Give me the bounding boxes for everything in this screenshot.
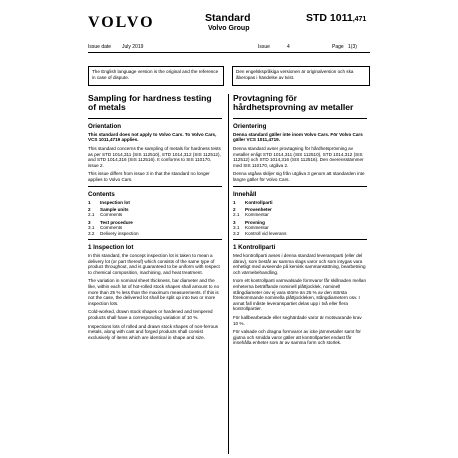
standard-title: Standard [205, 12, 251, 24]
standard-number-main: STD 1011 [306, 12, 353, 24]
toc-entry [88, 212, 222, 217]
toc-entry [233, 212, 367, 217]
english-orientation-heading: Orientation [88, 122, 122, 130]
standard-number-suffix: ,471 [352, 16, 367, 23]
column-divider [228, 94, 229, 454]
toc-entry-number: 3.2 [233, 230, 240, 236]
section-rule [88, 186, 222, 187]
section-rule [233, 186, 367, 187]
swedish-orientation-notice: Denna standard gäller inte inom Volvo Cars. För Volvo Cars gäller VCS 1011,4719. [233, 131, 363, 143]
toc-entry-number: 1 [233, 199, 236, 205]
swedish-section1-paragraph: Inom ett kontrollparti varmvalsade formvaror får skillnaden mellan enheterna beträffande nominell plåttjocklek, nominell stångdiameter osv ej vara större än 25 % av den största förekommande nominella plåttjockleken, stångdiametern osv. I annat fall måste leveranspartiet delas upp i två eller flera kontrollpartier. [233, 278, 367, 312]
section-rule [233, 118, 367, 119]
toc-entry [233, 200, 367, 205]
toc-entry-label: Inspection lot [100, 199, 130, 205]
swedish-contents-heading: Innehåll [233, 190, 257, 198]
swedish-orientation-paragraph: Denna utgåva skiljer sig från utgåva 3 genom att standarden inte längre gäller för Volvo Cars. [233, 171, 365, 182]
volvo-logo: VOLVO [88, 14, 155, 31]
issue-number: 4 [287, 44, 290, 50]
english-section1-paragraph: Cold-worked, drawn stock shapes or hardened and tempered products shall have a corresponding variation of 10 %. [88, 309, 213, 320]
toc-entry [88, 231, 222, 236]
english-toc [88, 200, 222, 236]
english-section1-paragraph: In this standard, the concept inspection lot is taken to mean a delivery lot (or part thereof) which consists of the same type of product throughout, and is guaranteed to be uniform with respect to chemical composition, machining, and heat treatment. [88, 253, 220, 275]
english-section1-heading: 1 Inspection lot [88, 244, 134, 251]
toc-entry-number: 2.1 [233, 212, 240, 218]
toc-entry-label: Kontrollparti [245, 199, 273, 205]
english-orientation-paragraph: This standard concerns the sampling of metals for hardness tests as per STD 1014,311 (SIS 112510), STD 1014,312 (SIS 112512), and STD 1014,316 (SIS 112516). It conforms to SIS 110170, issue 2. [88, 146, 221, 168]
section-rule [88, 118, 222, 119]
swedish-orientation-paragraph: Denna standard avser provtagning för hårdhetsprövning av metaller enligt STD 1014,311 (SIS 112510), STD 1014,312 (SIS 112512) och STD 1014,316 (SIS 112516). Den överensstämmer med SIS 110170, utgåva 2. [233, 146, 364, 168]
toc-entry [233, 231, 367, 236]
issue-date: July 2019 [122, 44, 144, 50]
swedish-column [233, 94, 367, 349]
toc-entry-number: 1 [88, 199, 91, 205]
page-label: Page [332, 44, 344, 50]
toc-entry-number: 2.1 [88, 212, 95, 218]
toc-entry-number: 3 [88, 219, 91, 225]
toc-entry-label: Kommentar [245, 225, 269, 231]
toc-entry-number: 3 [233, 219, 236, 225]
english-orientation-paragraph: This issue differs from issue 3 in that the standard no longer applies to Volvo Cars. [88, 171, 210, 182]
toc-entry-label: Delivery inspection [100, 230, 139, 236]
toc-entry-number: 3.1 [88, 225, 95, 231]
standard-number [306, 12, 366, 24]
swedish-title: Provtagning för hårdhetsprovning av metaller [233, 93, 354, 113]
swedish-toc [233, 200, 367, 236]
notice-box-en: The English language version is the original and the reference in case of dispute. [88, 66, 224, 86]
toc-entry-label: Test procedure [100, 219, 133, 225]
toc-entry-label: Comments [100, 225, 123, 231]
toc-entry [88, 200, 222, 205]
toc-entry-number: 2 [233, 206, 236, 212]
standard-subtitle: Volvo Group [208, 25, 250, 32]
toc-entry-label: Provenheter [245, 206, 272, 212]
page-number: 1(3) [348, 44, 357, 50]
english-column [88, 94, 222, 343]
english-contents-heading: Contents [88, 190, 115, 198]
swedish-section1-paragraph: För valsade och dragna formvaror av icke järnmetaller samt för gjutna och smidda varor gäller att kontrollpartiet endast får innehålla enheter som är av samma form och storlek. [233, 329, 361, 346]
section-rule [88, 239, 222, 240]
toc-entry-number: 3.1 [233, 225, 240, 231]
issue-label: Issue [258, 44, 270, 50]
toc-entry-label: Comments [100, 212, 123, 218]
header-rule [88, 52, 370, 53]
toc-entry-label: Provning [245, 219, 265, 225]
toc-entry-number: 3.2 [88, 230, 95, 236]
english-orientation-notice: This standard does not apply to Volvo Cars. To Volvo Cars, VCS 1011,4719 applies. [88, 131, 217, 143]
swedish-orientation-heading: Orientering [233, 122, 267, 130]
swedish-section1-paragraph: Med kontrollparti avses i denna standard leveransparti (eller del därav), som består av samma slags varor och som intygas vara enhetligt med avseende på kemisk sammansättning, bearbetning och värmebehandling. [233, 253, 366, 275]
toc-entry-label: Kontroll vid leverans [245, 230, 287, 236]
english-section1-paragraph: The variation in nominal sheet thickness, bar diameter and the like, within each lot of hot-rolled stock shapes shall amount to no more than 25 % less than the maximum measurements. If this is not the case, the delivered lot shall be split up into two or more inspection lots. [88, 278, 219, 306]
swedish-section1-heading: 1 Kontrollparti [233, 244, 276, 251]
notice-box-sv: Den engelskspråkiga versionen är originalversion och ska åberopas i händelse av tvist. [232, 66, 370, 86]
toc-entry-number: 2 [88, 206, 91, 212]
toc-entry-label: Sample units [100, 206, 129, 212]
english-section1-paragraph: Inspections lots of rolled and drawn stock shapes of non-ferrous metals, along with cast and forged products shall consist exclusively of items which are identical in shape and size. [88, 323, 218, 340]
issue-date-label: Issue date [88, 44, 112, 50]
section-rule [233, 239, 367, 240]
english-title: Sampling for hardness testing of metals [88, 93, 212, 113]
swedish-section1-paragraph: För kallbearbetade eller seghärdade varor är motsvarande krav 10 %. [233, 314, 362, 326]
toc-entry-label: Kommentar [245, 212, 269, 218]
